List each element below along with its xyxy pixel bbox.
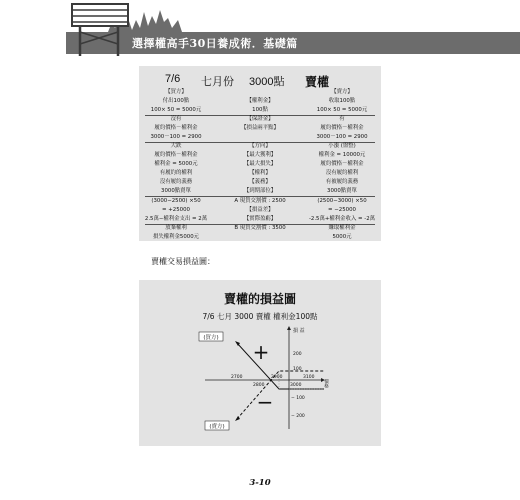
y-tick-label: 200 [293,352,302,357]
summary-cell: 沒有履約義務 [159,179,193,185]
y-tick-label: 100 [293,367,302,372]
summary-cell: 【損益兩平點】 [241,125,279,131]
summary-cell: 3000點賣單 [161,188,191,194]
buyer-line [237,343,324,389]
summary-cell: 【保證金】 [246,116,274,122]
diagram-subtitle: 7/6 七月 3000 賣權 權利金100點 [202,312,318,321]
summary-cell: 【權利】 [249,170,271,176]
summary-cell: = +25000 [162,207,190,213]
summary-cell: (3000−2500) ×50 [151,198,201,204]
summary-cell: 【買方】 [165,89,187,95]
summary-cell: 履約價格－權利金 [154,152,198,158]
summary-cell: 【權利金】 [246,98,274,104]
section-label: 賣權交易損益圖： [151,257,215,266]
diagram-panel [139,280,381,446]
summary-panel [139,66,381,241]
seller-label: (賣方) [209,424,225,430]
summary-cell: 有 [339,116,345,122]
summary-cell: (2500−3000) ×50 [317,198,367,204]
summary-cell: 履約價格－權利金 [154,125,198,131]
summary-cell: -2.5萬+權利金收入 = -2萬 [308,216,376,222]
summary-cell: 權利金 = 5000元 [154,161,198,167]
summary-cell: 損失權利金5000元 [152,234,200,240]
summary-cell: 3000－100 = 2900 [316,134,368,140]
summary-cell: 【實際盈虧】 [243,216,277,222]
x-tick-label: 3100 [303,375,315,380]
diagram-title: 賣權的損益圖 [223,292,296,306]
summary-cell: 大跌 [170,143,182,149]
summary-cell: 履約價格－權利金 [320,161,364,167]
summary-month: 七月份 [201,76,234,88]
x-tick-label: 2800 [253,383,265,388]
seller-arrow [235,416,240,421]
summary-row [139,186,381,196]
summary-cell: A 現貨交割價 : 2500 [234,198,286,204]
summary-cell: 100× 50 = 5000元 [316,107,368,113]
page-header [0,0,520,58]
summary-cell: 沒有履約權利 [325,170,359,176]
summary-cell: 【義務】 [249,179,271,185]
summary-row [139,232,381,242]
y-tick-label: − 200 [291,414,305,419]
summary-cell: 【損益差】 [246,207,274,213]
price-axis-label: 價格 [323,379,329,388]
page-number: 3-10 [249,478,271,488]
summary-title-row [139,73,381,87]
pnl-diagram [197,325,337,443]
summary-cell: = −25000 [328,207,356,213]
summary-cell: 有履約的權利 [159,170,193,176]
summary-side: 賣權 [305,75,330,89]
summary-cell: 【最大損失】 [243,161,277,167]
summary-cell: 100× 50 = 5000元 [150,107,202,113]
summary-cell: 權利金 = 10000元 [318,152,366,158]
summary-cell: 【賣方】 [331,89,353,95]
y-tick-label: − 100 [291,396,305,401]
summary-cell: 【到期部位】 [243,188,277,194]
summary-cell: 【最大獲利】 [243,152,277,158]
summary-cell: 2.5萬−權利金支出 = 2萬 [144,216,208,222]
pnl-axis-label: 損 益 [293,328,305,334]
summary-cell: 放棄權利 [165,225,187,231]
x-tick-label: 3000 [290,383,302,388]
summary-points: 3000點 [249,76,285,88]
profit-plus-sign: + [252,340,270,364]
buyer-label: (買方) [203,335,219,341]
loss-minus-sign: − [256,390,274,414]
summary-cell: 100點 [252,107,268,113]
y-axis-arrow [287,326,291,330]
book-title: 選擇權高手30日養成術．基礎篇 [132,37,298,50]
summary-cell: 【方向】 [249,143,271,149]
summary-cell: 收取100點 [328,98,356,104]
summary-cell: 有被履約義務 [325,179,359,185]
summary-cell: 賺取權利金 [328,225,356,231]
x-tick-label: 2700 [231,375,243,380]
summary-cell: 5000元 [332,234,352,240]
summary-cell: 小漲 (盤整) [328,143,356,149]
summary-cell: 履約價格－權利金 [320,125,364,131]
summary-cell: B 現貨交割價 : 3500 [234,225,286,231]
x-tick-label: 2900 [271,375,283,380]
summary-date: 7/6 [165,73,181,85]
summary-cell: 沒有 [170,116,182,122]
summary-cell: 付出100點 [162,98,190,104]
summary-cell: 3000－100 = 2900 [150,134,202,140]
summary-cell: 3000點賣單 [327,188,357,194]
